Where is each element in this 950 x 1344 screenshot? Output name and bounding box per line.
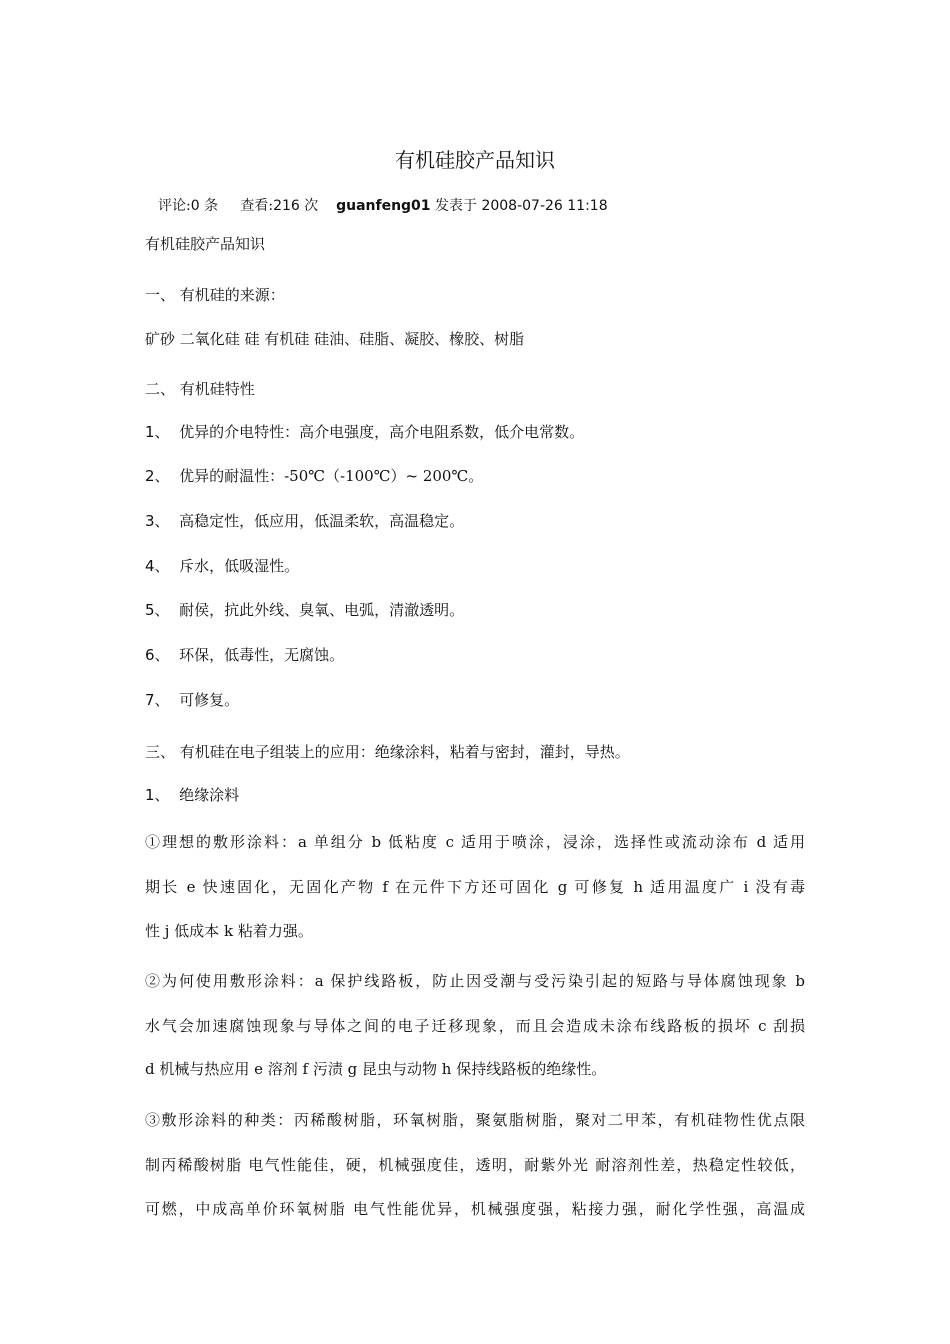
paragraph-line: ①理想的敷形涂料：a 单组分 b 低粘度 c 适用于喷涂，浸涂，选择性或流动涂布 d 适用: [145, 833, 805, 851]
section-heading-source: 一、 有机硅的来源：: [145, 286, 285, 304]
paragraph-line: 性 j 低成本 k 粘着力强。: [145, 922, 313, 940]
comments-label: 评论:: [158, 198, 191, 214]
article-title: 有机硅胶产品知识: [395, 148, 555, 172]
list-item: 3、 高稳定性，低应用，低温柔软，高温稳定。: [145, 512, 465, 530]
paragraph-line: ②为何使用敷形涂料：a 保护线路板，防止因受潮与受污染引起的短路与导体腐蚀现象 b: [145, 972, 805, 990]
list-item: 4、 斥水，低吸湿性。: [145, 557, 300, 575]
paragraph-line: 水气会加速腐蚀现象与导体之间的电子迁移现象，而且会造成未涂布线路板的损坏 c 刮损: [145, 1017, 805, 1035]
views-count: 216: [273, 198, 300, 214]
list-item: 1、 优异的介电特性：高介电强度，高介电阻系数，低介电常数。: [145, 423, 585, 441]
section-heading-applications: 三、 有机硅在电子组装上的应用：绝缘涂料，粘着与密封，灌封，导热。: [145, 743, 630, 761]
paragraph-line: 制丙稀酸树脂 电气性能佳，硬，机械强度佳，透明，耐紫外光 耐溶剂性差，热稳定性较低，: [145, 1156, 805, 1174]
views-unit: 次: [304, 198, 319, 214]
section-heading-properties: 二、 有机硅特性: [145, 380, 255, 398]
comments-count: 0: [190, 198, 200, 214]
paragraph-line: 可燃，中成高单价环氧树脂 电气性能优异，机械强度强，粘接力强，耐化学性强，高温成: [145, 1200, 805, 1218]
paragraph-line: 期长 e 快速固化，无固化产物 f 在元件下方还可固化 g 可修复 h 适用温度广 i 没有毒: [145, 878, 805, 896]
comments-unit: 条: [204, 198, 219, 214]
subsection-heading: 1、 绝缘涂料: [145, 786, 240, 804]
list-item: 2、 优异的耐温性：-50℃（-100℃）~ 200℃。: [145, 467, 484, 485]
paragraph-line: ③敷形涂料的种类：丙稀酸树脂，环氧树脂，聚氨脂树脂，聚对二甲苯，有机硅物性优点限: [145, 1111, 805, 1129]
views-label: 查看:: [240, 198, 274, 214]
article-subtitle: 有机硅胶产品知识: [145, 235, 266, 253]
posted-label: 发表于: [435, 198, 477, 214]
author-name[interactable]: guanfeng01: [336, 198, 431, 214]
posted-time: 2008-07-26 11:18: [481, 198, 608, 214]
paragraph-line: d 机械与热应用 e 溶剂 f 污渍 g 昆虫与动物 h 保持线路板的绝缘性。: [145, 1060, 607, 1078]
list-item: 7、 可修复。: [145, 691, 240, 709]
list-item: 5、 耐侯，抗此外线、臭氧、电弧，清澈透明。: [145, 601, 465, 619]
article-meta: [158, 196, 608, 216]
list-item: 6、 环保，低毒性，无腐蚀。: [145, 646, 345, 664]
section-text-source: 矿砂 二氧化硅 硅 有机硅 硅油、硅脂、凝胶、橡胶、树脂: [145, 330, 525, 348]
